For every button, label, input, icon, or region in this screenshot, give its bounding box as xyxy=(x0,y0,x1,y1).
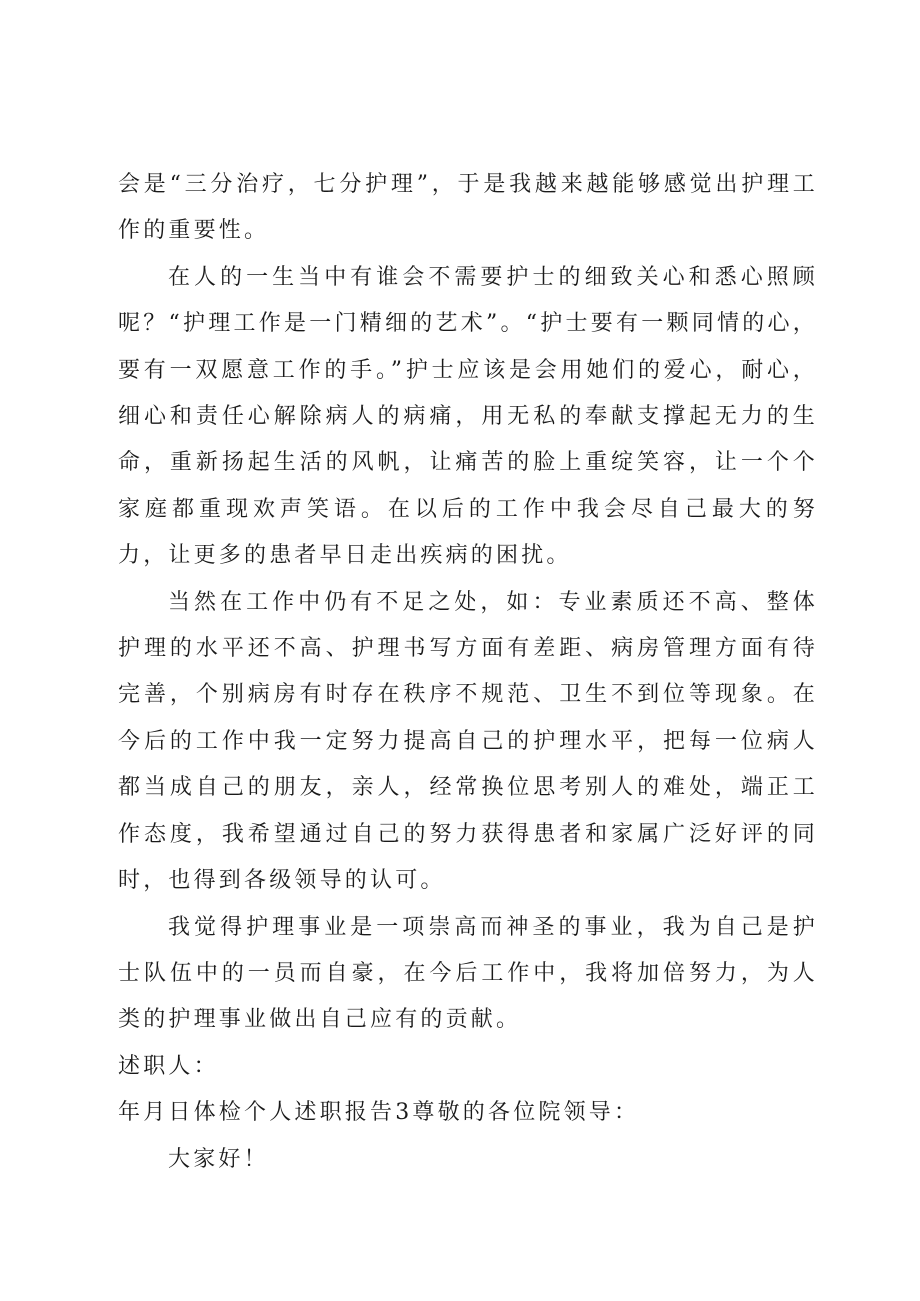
paragraph-shortcomings: 当然在工作中仍有不足之处，如：专业素质还不高、整体护理的水平还不高、护理书写方面有差距、病房管理方面有待完善，个别病房有时存在秩序不规范、卫生不到位等现象。在今后的工作中我一定努力提高自己的护理水平，把每一位病人都当成自己的朋友，亲人，经常换位思考别人的难处，端正工作态度，我希望通过自己的努力获得患者和家属广泛好评的同时，也得到各级领导的认可。 xyxy=(118,589,818,894)
paragraph-continuation: 会是“三分治疗，七分护理”，于是我越来越能够感觉出护理工作的重要性。 xyxy=(118,172,818,244)
paragraph-pride: 我觉得护理事业是一项崇高而神圣的事业，我为自己是护士队伍中的一员而自豪，在今后工作中，我将加倍努力，为人类的护理事业做出自己应有的贡献。 xyxy=(118,914,818,1033)
next-report-heading: 年月日体检个人述职报告3尊敬的各位院领导： xyxy=(118,1100,640,1126)
greeting-line: 大家好！ xyxy=(168,1146,269,1172)
signature-line: 述职人： xyxy=(118,1053,219,1079)
paragraph-nursing-care: 在人的一生当中有谁会不需要护士的细致关心和悉心照顾呢？“护理工作是一门精细的艺术”。“护士要有一颗同情的心，要有一双愿意工作的手。”护士应该是会用她们的爱心，耐心，细心和责任心解除病人的病痛，用无私的奉献支撑起无力的生命，重新扬起生活的风帆，让痛苦的脸上重绽笑容，让一个个家庭都重现欢声笑语。在以后的工作中我会尽自己最大的努力，让更多的患者早日走出疾病的困扰。 xyxy=(118,264,818,569)
document-body xyxy=(118,162,818,1183)
